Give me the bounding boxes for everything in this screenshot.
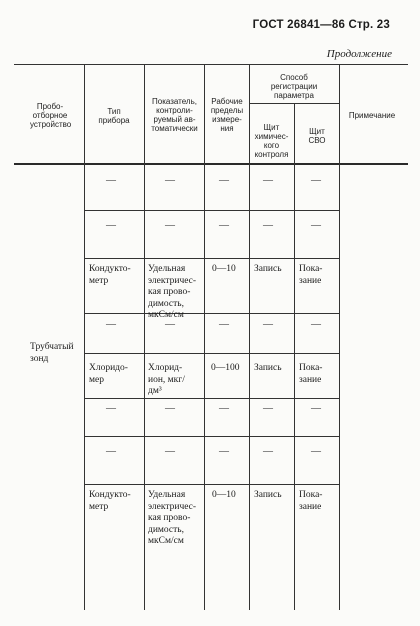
row-divider [84,353,339,354]
col-header-note: Примечание [348,111,396,120]
dash: — [106,446,116,457]
dash: — [219,446,229,457]
col-divider [339,64,340,610]
dash: — [263,175,273,186]
continuation-label: Продолжение [326,48,392,60]
dash: — [263,319,273,330]
col-header-panel-svo: Щит СВО [308,127,326,145]
cell-type: Кондукто-метр [89,490,131,512]
cell-chem: Запись [254,490,282,500]
cell-range: 0—10 [212,490,236,500]
dash: — [106,319,116,330]
header-bottom-rule [14,163,408,165]
dash: — [165,319,175,330]
dash: — [106,403,116,414]
cell-type: Хлоридо-мер [89,363,128,385]
dash: — [165,446,175,457]
cell-chem: Запись [254,363,282,373]
col-divider [249,64,250,610]
col-divider [294,103,295,610]
cell-range: 0—100 [211,363,240,373]
cell-range: 0—10 [212,264,236,274]
cell-svo: Пока-зание [299,363,323,385]
cell-indicator: Удельная электричес-кая прово-димость, мкСм/см [148,264,197,320]
dash: — [311,403,321,414]
dash: — [219,403,229,414]
row-divider [84,398,339,399]
device-label: Трубчатый зонд [30,342,74,364]
dash: — [106,175,116,186]
dash: — [219,220,229,231]
dash: — [106,220,116,231]
row-divider [84,436,339,437]
col-header-device: Пробо-отборное устройство [30,102,72,129]
row-divider [84,210,339,211]
cell-indicator: Хлорид-ион, мкг/дм³ [148,363,185,396]
dash: — [311,319,321,330]
dash: — [219,319,229,330]
cell-type: Кондукто-метр [89,264,131,286]
dash: — [165,403,175,414]
col-header-range: Рабочие пределы измере-ния [210,97,244,133]
dash: — [165,220,175,231]
dash: — [311,175,321,186]
col-header-instrument-type: Тип прибора [98,107,130,125]
col-header-method-group: Способ регистрации параметра [270,73,318,100]
cell-svo: Пока-зание [299,490,323,512]
dash: — [263,220,273,231]
cell-svo: Пока-зание [299,264,323,286]
row-divider [84,313,339,314]
dash: — [311,446,321,457]
col-header-panel-chem: Щит химичес-кого контроля [254,123,289,159]
col-divider [84,64,85,610]
col-header-indicator: Показатель, контроли-руемый ав-томатически [151,97,198,133]
dash: — [219,175,229,186]
col-divider [144,64,145,610]
dash: — [263,446,273,457]
col-divider [204,64,205,610]
table-top-rule [14,64,408,65]
dash: — [311,220,321,231]
cell-chem: Запись [254,264,282,274]
cell-indicator: Удельная электричес-кая прово-димость, мкСм/см [148,490,197,546]
row-divider [84,258,339,259]
row-divider [84,484,339,485]
page-header: ГОСТ 26841—86 Стр. 23 [252,19,390,31]
dash: — [263,403,273,414]
dash: — [165,175,175,186]
